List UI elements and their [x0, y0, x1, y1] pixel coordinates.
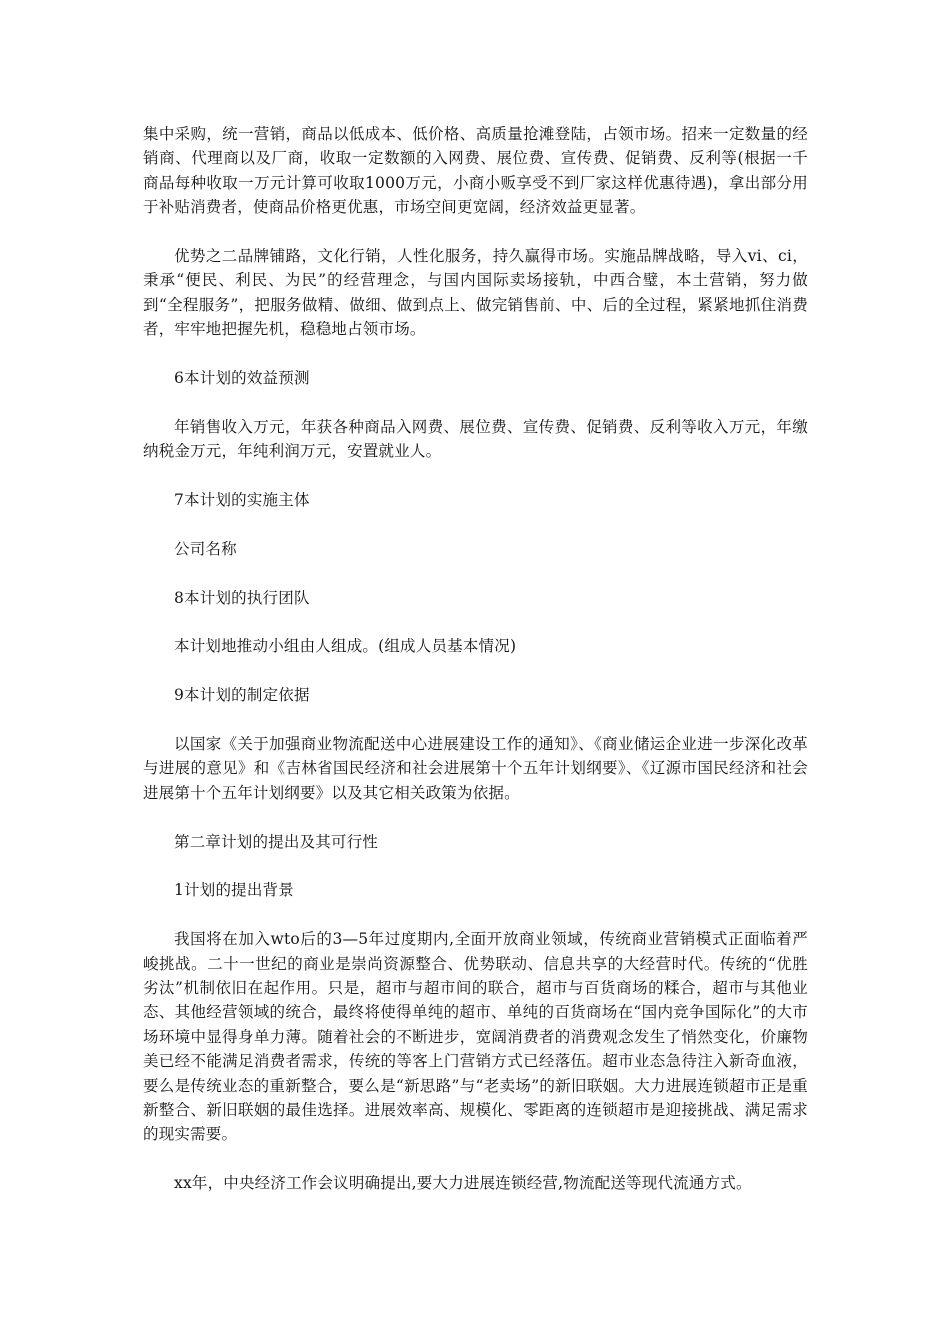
section-heading-execution-team: 8本计划的执行团队	[174, 588, 310, 607]
paragraph-advantage-one-continued: 集中采购，统一营销，商品以低成本、低价格、高质量抢滩登陆，占领市场。招来一定数量的经销商、代理商以及厂商，收取一定数额的入网费、展位费、宣传费、促销费、反利等(根据一千商品每种收取一万元计算可收取1000万元，小商小贩享受不到厂家这样优惠待遇)，拿出部分用于补贴消费者，使商品价格更优惠，市场空间更宽阔，经济效益更显著。	[143, 125, 808, 217]
paragraph-basis: 以国家《关于加强商业物流配送中心进展建设工作的通知》、《商业储运企业进一步深化改革与进展的意见》和《吉林省国民经济和社会进展第十个五年计划纲要》、《辽源市国民经济和社会进展第十个五年计划纲要》以及其它相关政策为依据。	[143, 735, 808, 802]
paragraph-benefit-forecast: 年销售收入万元，年获各种商品入网费、展位费、宣传费、促销费、反利等收入万元，年缴纳税金万元，年纯利润万元，安置就业人。	[143, 417, 808, 461]
paragraph-background: 我国将在加入wto后的3—5年过度期内,全面开放商业领域，传统商业营销模式正面临着严峻挑战。二十一世纪的商业是崇尚资源整合、优势联动、信息共享的大经营时代。传统的“优胜劣汰”机制依旧在起作用。只是，超市与超市间的联合，超市与百货商场的糅合，超市与其他业态、其他经营领域的统合，最终将使得单纯的超市、单纯的百货商场在“国内竞争国际化”的大市场环境中显得身单力薄。随着社会的不断进步，宽阔消费者的消费观念发生了悄然变化，价廉物美已经不能满足消费者需求，传统的等客上门营销方式已经落伍。超市业态急待注入新奇血液，要么是传统业态的重新整合，要么是“新思路”与“老卖场”的新旧联姻。大力进展连锁超市正是重新整合、新旧联姻的最佳选择。进展效率高、规模化、零距离的连锁超市是迎接挑战、满足需求的现实需要。	[143, 930, 808, 1144]
paragraph-company-name: 公司名称	[174, 539, 237, 558]
section-heading-benefit-forecast: 6本计划的效益预测	[174, 369, 310, 388]
paragraph-execution-team: 本计划地推动小组由人组成。(组成人员基本情况)	[174, 637, 517, 656]
chapter-heading-two: 第二章计划的提出及其可行性	[174, 832, 379, 851]
paragraph-economic-conference: xx年，中央经济工作会议明确提出,要大力进展连锁经营,物流配送等现代流通方式。	[174, 1174, 752, 1193]
document-body	[143, 122, 808, 1220]
section-heading-basis: 9本计划的制定依据	[174, 686, 310, 705]
section-heading-implementing-entity: 7本计划的实施主体	[174, 491, 310, 510]
paragraph-advantage-two: 优势之二品牌铺路，文化行销，人性化服务，持久赢得市场。实施品牌战略，导入vi、ci，秉承“便民、利民、为民”的经营理念，与国内国际卖场接轨，中西合璧，本土营销，努力做到“全程服务”，把服务做精、做细、做到点上、做完销售前、中、后的全过程，紧紧地抓住消费者，牢牢地把握先机，稳稳地占领市场。	[143, 247, 808, 339]
section-heading-background: 1计划的提出背景	[174, 881, 294, 900]
